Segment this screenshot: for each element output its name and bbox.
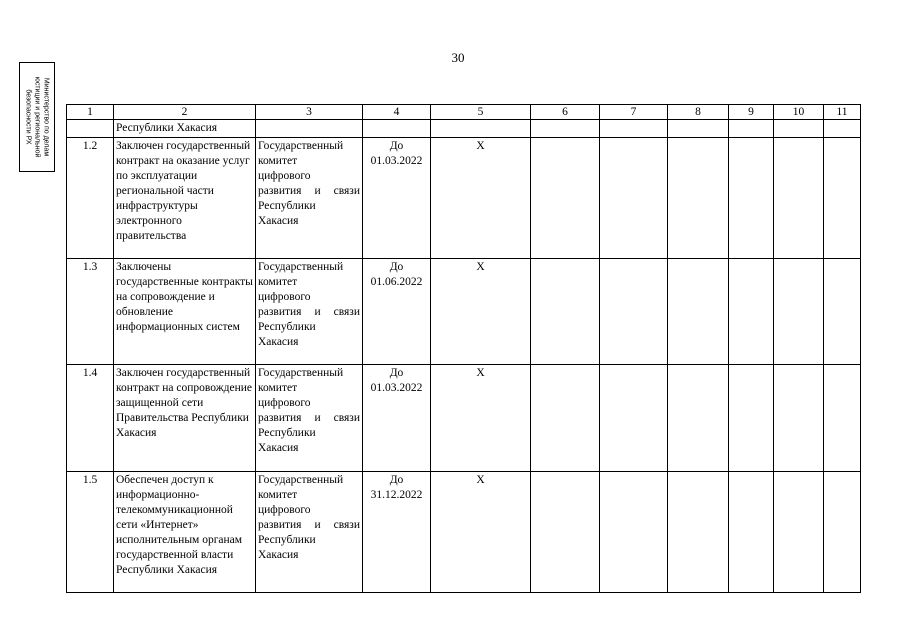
table-row <box>67 259 861 365</box>
table-row <box>67 472 861 593</box>
column-header: 5 <box>431 105 531 120</box>
responsible-org: Государственный комитет цифрового развития и связи Республики Хакасия <box>256 259 363 365</box>
row-number: 1.4 <box>67 365 114 472</box>
responsible-org: Государственный комитет цифрового развития и связи Республики Хакасия <box>256 472 363 593</box>
stamp-text <box>24 65 51 169</box>
stamp-line: безопасности РХ <box>24 89 32 145</box>
table-row <box>67 120 861 138</box>
row-number: 1.2 <box>67 138 114 259</box>
continuation-cell: Республики Хакасия <box>114 120 256 138</box>
table-row <box>67 365 861 472</box>
column-header: 3 <box>256 105 363 120</box>
column-header: 1 <box>67 105 114 120</box>
event-description: Обеспечен доступ к информационно-телекоммуникационной сети «Интернет» исполнительным органам государственной власти Республики Хакасия <box>114 472 256 593</box>
column-header: 8 <box>668 105 729 120</box>
column-header: 10 <box>774 105 824 120</box>
mark-cell: Х <box>431 259 531 365</box>
column-header: 6 <box>531 105 600 120</box>
row-number: 1.3 <box>67 259 114 365</box>
column-header: 2 <box>114 105 256 120</box>
stamp-line: юстиции и региональной <box>33 76 41 158</box>
mark-cell: Х <box>431 472 531 593</box>
event-description: Заключен государственный контракт на оказание услуг по эксплуатации региональной части инфраструктуры электронного правительства <box>114 138 256 259</box>
event-description: Заключен государственный контракт на сопровождение защищенной сети Правительства Республики Хакасия <box>114 365 256 472</box>
mark-cell: Х <box>431 138 531 259</box>
column-header: 11 <box>824 105 861 120</box>
page-number: 30 <box>451 50 465 65</box>
event-description: Заключены государственные контракты на сопровождение и обновление информационных систем <box>114 259 256 365</box>
row-number: 1.5 <box>67 472 114 593</box>
plan-table <box>66 104 861 593</box>
deadline: До 01.03.2022 <box>363 365 431 472</box>
responsible-org: Государственный комитет цифрового развития и связи Республики Хакасия <box>256 138 363 259</box>
responsible-org: Государственный комитет цифрового развития и связи Республики Хакасия <box>256 365 363 472</box>
deadline: До 01.06.2022 <box>363 259 431 365</box>
header-row <box>67 105 861 120</box>
deadline: До 01.03.2022 <box>363 138 431 259</box>
column-header: 4 <box>363 105 431 120</box>
stamp-line: Министерство по делам <box>42 77 50 157</box>
table-row <box>67 138 861 259</box>
column-header: 9 <box>729 105 774 120</box>
mark-cell: Х <box>431 365 531 472</box>
column-header: 7 <box>600 105 668 120</box>
registration-stamp <box>19 62 55 172</box>
deadline: До 31.12.2022 <box>363 472 431 593</box>
